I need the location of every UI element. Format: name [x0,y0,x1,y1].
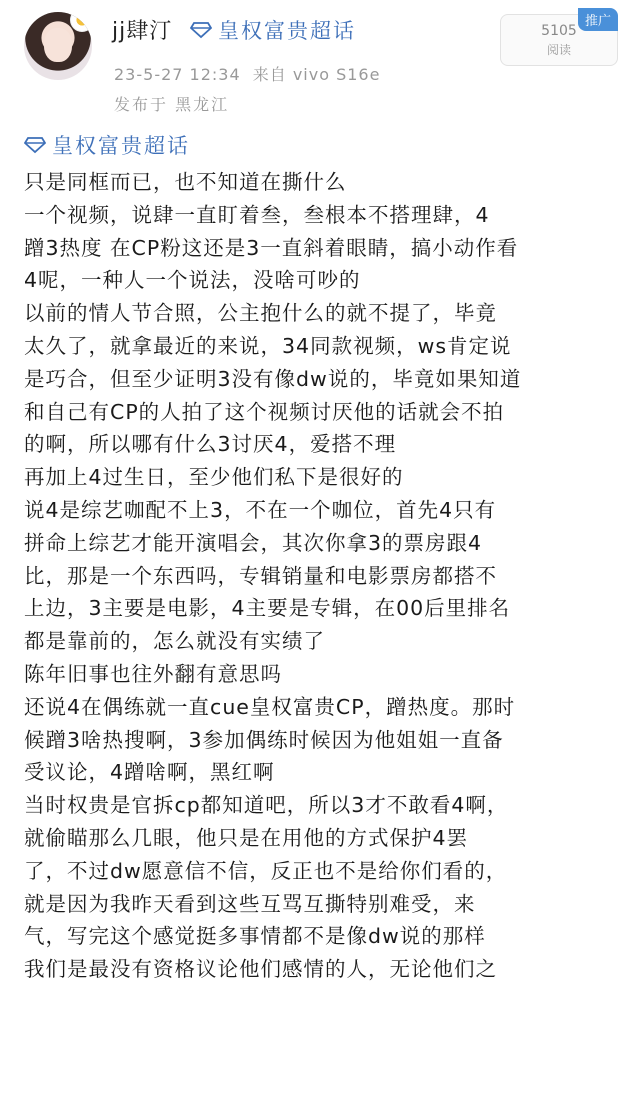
post-line: 当时权贵是官拆cp都知道吧，所以3才不敢看4啊， [24,793,509,818]
post-line: 比，那是一个东西吗，专辑销量和电影票房都搭不 [24,563,497,588]
post-line: 候蹭3啥热搜啊，3参加偶练时候因为他姐姐一直备 [24,727,504,752]
post-location: 发布于 黑龙江 [114,95,230,114]
post-line: 再加上4过生日，至少他们私下是很好的 [24,465,404,490]
source-device: 来自 vivo S16e [252,65,381,84]
diamond-icon [190,21,212,39]
post-content [24,166,620,986]
username[interactable]: jj肆汀 [112,19,173,44]
post-line: 太久了，就拿最近的来说，34同款视频，ws肯定说 [24,333,512,358]
post-line: 就偷瞄那么几眼，他只是在用他的方式保护4罢 [24,825,469,850]
body-topic-link[interactable] [24,130,190,160]
post-meta [114,62,380,85]
flower-badge-icon [70,12,92,32]
post-line: 一个视频，说肆一直盯着叁，叁根本不搭理肆，4 [24,202,490,227]
diamond-icon [24,136,46,154]
post-line: 都是靠前的，怎么就没有实绩了 [24,629,325,654]
post-header [0,0,640,126]
post-line: 就是因为我昨天看到这些互骂互撕特别难受，来 [24,891,476,916]
post-line: 和自己有CP的人拍了这个视频讨厌他的话就会不拍 [24,399,505,424]
read-count: 5105 [541,23,577,39]
post-line: 了，不过dw愿意信不信，反正也不是给你们看的， [24,858,508,883]
topic-tag[interactable] [190,15,356,45]
avatar[interactable] [24,12,92,80]
post-line: 我们是最没有资格议论他们感情的人，无论他们之 [24,957,497,982]
post-line: 陈年旧事也往外翻有意思吗 [24,661,282,686]
read-label: 阅读 [546,43,571,57]
post-line: 说4是综艺咖配不上3，不在一个咖位，首先4只有 [24,497,497,522]
post-line: 的啊，所以哪有什么3讨厌4，爱搭不理 [24,432,397,457]
avatar-face [44,28,72,62]
post-line: 还说4在偶练就一直cue皇权富贵CP，蹭热度。那时 [24,694,516,719]
topic-tag-label: 皇权富贵超话 [218,19,356,43]
post-line: 气，写完这个感觉挺多事情都不是像dw说的那样 [24,924,486,949]
post-line: 以前的情人节合照，公主抱什么的就不提了，毕竟 [24,301,497,326]
post-line: 4呢，一种人一个说法，没啥可吵的 [24,268,361,293]
timestamp: 23-5-27 12:34 [114,65,241,84]
post-line: 受议论，4蹭啥啊，黑红啊 [24,760,275,785]
promo-button[interactable]: 推广 [578,8,618,31]
body-topic-label: 皇权富贵超话 [52,134,190,158]
post-line: 是巧合，但至少证明3没有像dw说的，毕竟如果知道 [24,366,522,391]
post-line: 蹭3热度 在CP粉这还是3一直斜着眼睛，搞小动作看 [24,235,519,260]
post-line: 只是同框而已，也不知道在撕什么 [24,170,347,194]
post-line: 上边，3主要是电影，4主要是专辑，在00后里排名 [24,596,511,621]
post-line: 拼命上综艺才能开演唱会，其次你拿3的票房跟4 [24,530,483,555]
